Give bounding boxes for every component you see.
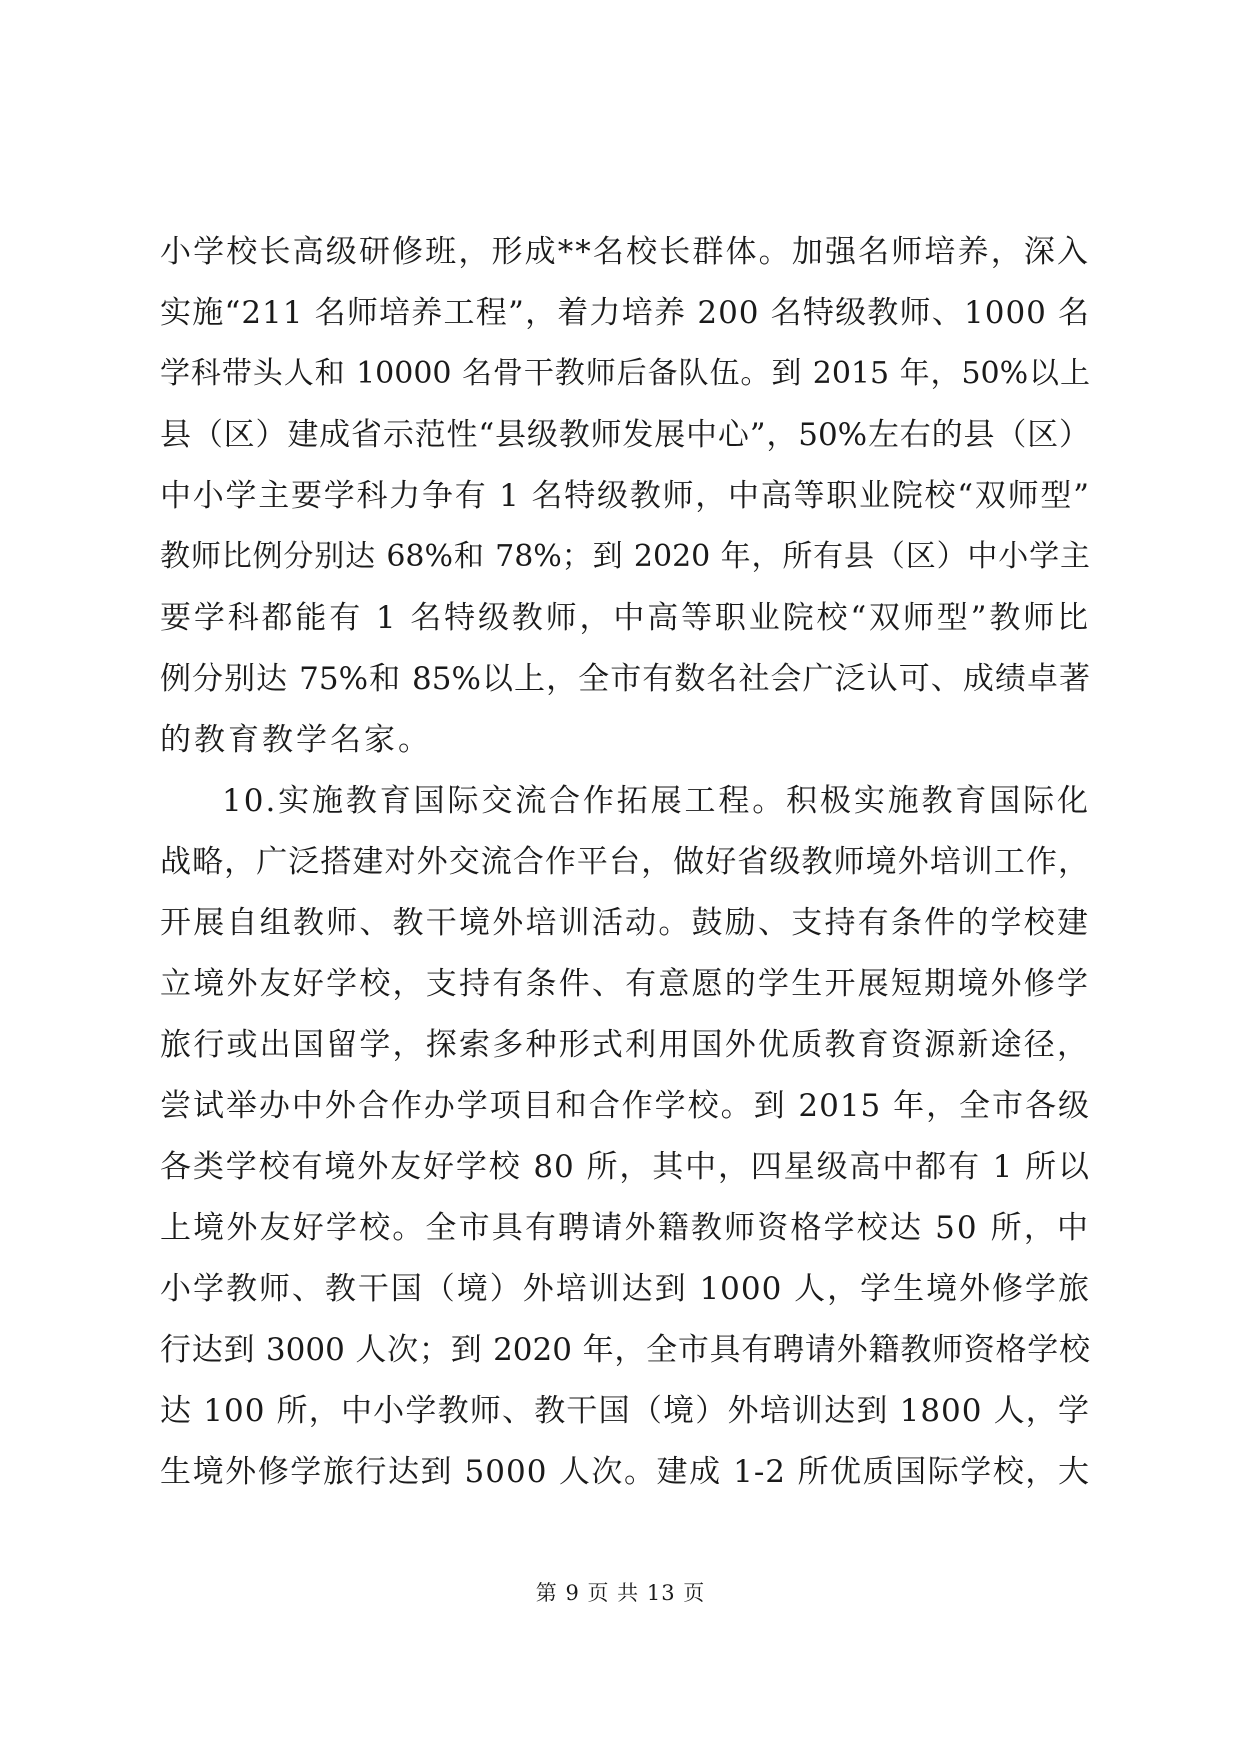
text-line: 尝试举办中外合作办学项目和合作学校。到 2015 年，全市各级 bbox=[160, 1088, 1090, 1124]
section-heading-line: 10.实施教育国际交流合作拓展工程。积极实施教育国际化 bbox=[222, 783, 1090, 819]
text-line: 上境外友好学校。全市具有聘请外籍教师资格学校达 50 所，中 bbox=[160, 1210, 1090, 1246]
text-line: 学科带头人和 10000 名骨干教师后备队伍。到 2015 年，50%以上 bbox=[160, 356, 1090, 391]
text-line: 小学教师、教干国（境）外培训达到 1000 人，学生境外修学旅 bbox=[160, 1271, 1090, 1307]
text-line: 战略，广泛搭建对外交流合作平台，做好省级教师境外培训工作， bbox=[160, 844, 1090, 880]
text-line: 中小学主要学科力争有 1 名特级教师，中高等职业院校“双师型” bbox=[160, 478, 1090, 514]
text-line: 各类学校有境外友好学校 80 所，其中，四星级高中都有 1 所以 bbox=[160, 1149, 1090, 1185]
text-line: 小学校长高级研修班，形成**名校长群体。加强名师培养，深入 bbox=[160, 234, 1090, 270]
text-line: 达 100 所，中小学教师、教干国（境）外培训达到 1800 人，学 bbox=[160, 1393, 1090, 1429]
text-line: 生境外修学旅行达到 5000 人次。建成 1-2 所优质国际学校，大 bbox=[160, 1454, 1090, 1490]
text-line: 立境外友好学校，支持有条件、有意愿的学生开展短期境外修学 bbox=[160, 966, 1090, 1002]
text-line: 例分别达 75%和 85%以上，全市有数名社会广泛认可、成绩卓著 bbox=[160, 661, 1090, 697]
page-number-footer: 第 9 页 共 13 页 bbox=[535, 1581, 706, 1605]
text-line: 开展自组教师、教干境外培训活动。鼓励、支持有条件的学校建 bbox=[160, 905, 1090, 941]
text-line: 旅行或出国留学，探索多种形式利用国外优质教育资源新途径， bbox=[160, 1027, 1090, 1063]
text-line: 教师比例分别达 68%和 78%；到 2020 年，所有县（区）中小学主 bbox=[160, 539, 1090, 574]
text-line: 要学科都能有 1 名特级教师，中高等职业院校“双师型”教师比 bbox=[160, 600, 1090, 636]
text-line: 行达到 3000 人次；到 2020 年，全市具有聘请外籍教师资格学校 bbox=[160, 1332, 1090, 1368]
text-line: 的教育教学名家。 bbox=[160, 722, 432, 758]
text-line: 实施“211 名师培养工程”，着力培养 200 名特级教师、1000 名 bbox=[160, 295, 1090, 331]
text-line: 县（区）建成省示范性“县级教师发展中心”，50%左右的县（区） bbox=[160, 417, 1090, 453]
